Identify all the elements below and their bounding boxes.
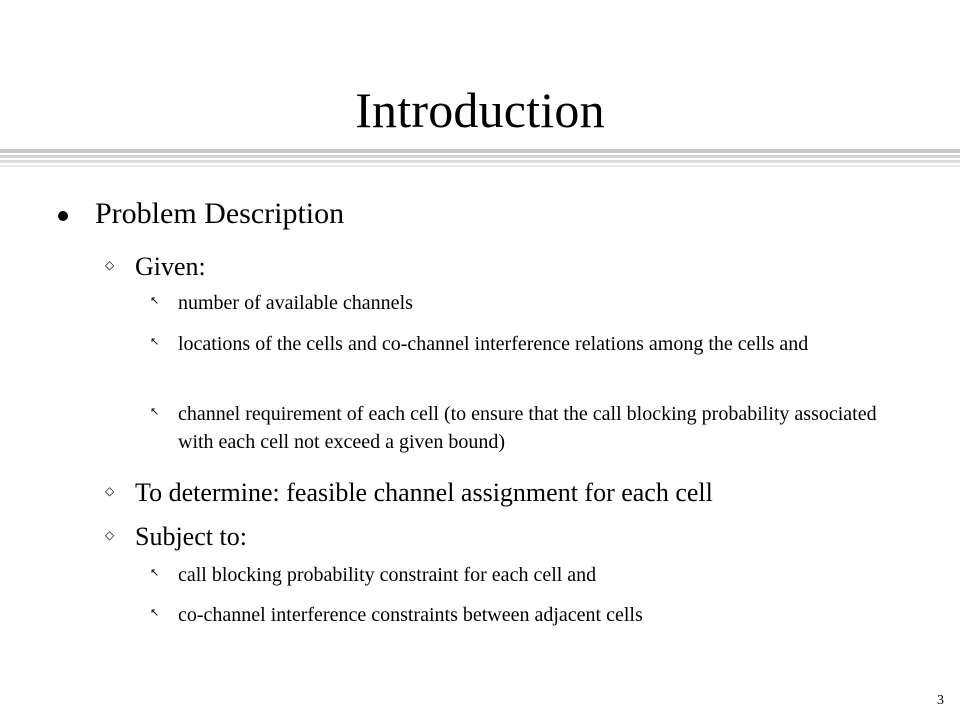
- title-underline: [0, 160, 960, 163]
- page-number: 3: [937, 693, 944, 708]
- sub-bullet-text: call blocking probability constraint for each cell and: [178, 564, 597, 586]
- diamond-bullet-icon: ◇: [105, 484, 115, 498]
- sub-bullet-text: co-channel interference constraints between adjacent cells: [178, 604, 643, 626]
- sub-bullet-text: locations of the cells and co-channel interference relations among the cells and: [178, 333, 809, 355]
- title-underline: [0, 155, 960, 158]
- filled-circle-bullet-icon: [58, 211, 68, 221]
- slide-title: Introduction: [355, 82, 605, 138]
- arrow-bullet-icon: ↖: [150, 294, 160, 307]
- arrow-bullet-icon: ↖: [150, 606, 160, 619]
- diamond-bullet-icon: ◇: [105, 528, 115, 542]
- diamond-bullet-icon: ◇: [105, 258, 115, 272]
- sub-bullet-text: channel requirement of each cell (to ensure that the call blocking probability associated with each cell not exceed a given bound): [178, 403, 877, 453]
- title-underline: [0, 165, 960, 167]
- bullet-text: To determine: feasible channel assignment for each cell: [135, 478, 713, 507]
- arrow-bullet-icon: ↖: [150, 566, 160, 579]
- bullet-text: Given:: [135, 252, 206, 281]
- sub-bullet-text: number of available channels: [178, 292, 413, 314]
- bullet-text: Subject to:: [135, 522, 247, 551]
- arrow-bullet-icon: ↖: [150, 405, 160, 418]
- arrow-bullet-icon: ↖: [150, 335, 160, 348]
- bullet-text: Problem Description: [95, 197, 345, 230]
- title-underline: [0, 149, 960, 153]
